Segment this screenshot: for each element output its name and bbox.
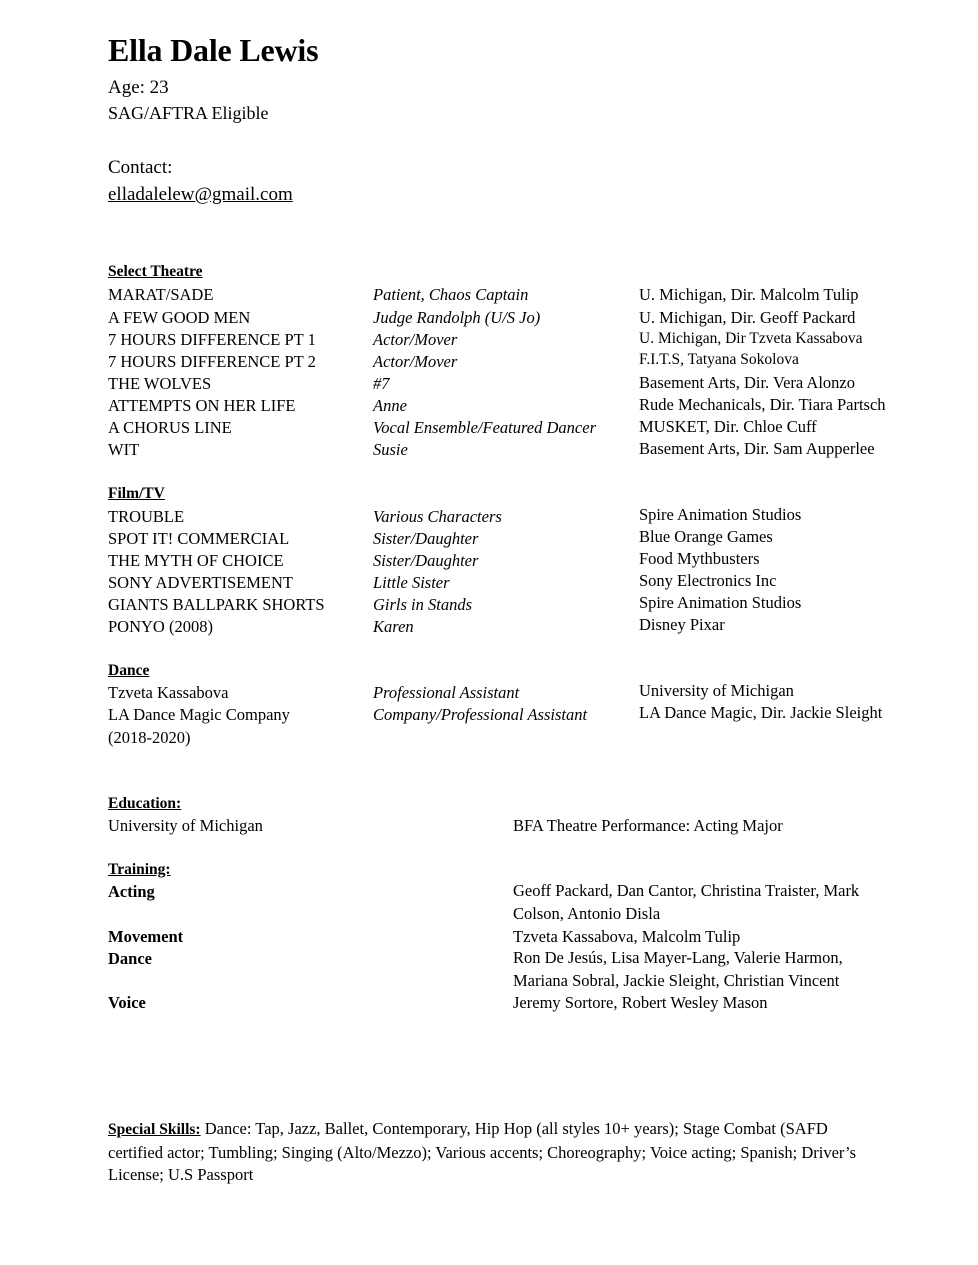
education-school: University of Michigan [108, 816, 263, 835]
credit-company: U. Michigan, Dir Tzveta Kassabova [639, 330, 863, 347]
education-heading: Education: [108, 795, 182, 812]
credit-role: Anne [373, 396, 407, 415]
credit-title: THE WOLVES [108, 374, 212, 393]
credit-title: SPOT IT! COMMERCIAL [108, 529, 290, 548]
credit-company: Basement Arts, Dir. Sam Aupperlee [639, 439, 875, 458]
credit-title: 7 HOURS DIFFERENCE PT 1 [108, 330, 316, 349]
education-degree: BFA Theatre Performance: Acting Major [513, 816, 783, 835]
credit-role: Little Sister [373, 573, 450, 592]
credit-title: PONYO (2008) [108, 617, 213, 636]
credit-title: THE MYTH OF CHOICE [108, 551, 284, 570]
credit-title: WIT [108, 440, 140, 459]
credit-role: Sister/Daughter [373, 551, 479, 570]
credit-company: Rude Mechanicals, Dir. Tiara Partsch [639, 395, 886, 414]
credit-company: U. Michigan, Dir. Malcolm Tulip [639, 285, 859, 304]
training-acting: Geoff Packard, Dan Cantor, Christina Traister, Mark Colson, Antonio Disla [513, 881, 860, 923]
credit-company: F.I.T.S, Tatyana Sokolova [639, 351, 799, 368]
credit-role: Susie [373, 440, 408, 459]
special-skills [108, 1118, 868, 1187]
training-movement-label: Movement [108, 927, 184, 946]
training-dance-label: Dance [108, 949, 152, 968]
resume-name: Ella Dale Lewis [108, 32, 319, 68]
credit-title: Tzveta Kassabova [108, 683, 229, 702]
credit-role: Judge Randolph (U/S Jo) [373, 308, 541, 327]
credit-company: LA Dance Magic, Dir. Jackie Sleight [639, 703, 883, 722]
credit-title: A FEW GOOD MEN [108, 308, 251, 327]
union-status: SAG/AFTRA Eligible [108, 103, 269, 123]
credit-company: Spire Animation Studios [639, 505, 802, 524]
dance-heading: Dance [108, 662, 150, 679]
credit-role: Professional Assistant [373, 683, 520, 702]
special-skills-label: Special Skills: [108, 1121, 201, 1138]
training-voice-label: Voice [108, 993, 146, 1012]
theatre-heading: Select Theatre [108, 263, 203, 280]
credit-role: Vocal Ensemble/Featured Dancer [373, 418, 596, 437]
credit-company: Spire Animation Studios [639, 593, 802, 612]
credit-company: Basement Arts, Dir. Vera Alonzo [639, 373, 855, 392]
credit-title: ATTEMPTS ON HER LIFE [108, 396, 296, 415]
credit-role: Karen [373, 617, 414, 636]
credit-role: Various Characters [373, 507, 502, 526]
film-heading: Film/TV [108, 485, 165, 502]
credit-company: Sony Electronics Inc [639, 571, 777, 590]
credit-company: Blue Orange Games [639, 527, 773, 546]
credit-role: Company/Professional Assistant [373, 705, 588, 724]
credit-company: MUSKET, Dir. Chloe Cuff [639, 417, 817, 436]
credit-company: University of Michigan [639, 681, 794, 700]
dance-years: (2018-2020) [108, 728, 191, 747]
credit-title: 7 HOURS DIFFERENCE PT 2 [108, 352, 316, 371]
contact-label: Contact: [108, 157, 173, 178]
credit-title: TROUBLE [108, 507, 185, 526]
credit-company: Disney Pixar [639, 615, 725, 634]
credit-role: #7 [373, 374, 390, 393]
special-skills-text: Dance: Tap, Jazz, Ballet, Contemporary, Hip Hop (all styles 10+ years); Stage Combat (SAFD certified actor; Tumbling; Singing (Alto/Mezzo); Various accents; Choreography; Voice acting; Spanish; Driver’s License; U.S Passport [108, 1119, 857, 1184]
age: Age: 23 [108, 77, 169, 98]
credit-role: Actor/Mover [373, 352, 458, 371]
credit-role: Girls in Stands [373, 595, 473, 614]
training-movement: Tzveta Kassabova, Malcolm Tulip [513, 927, 741, 946]
credit-company: U. Michigan, Dir. Geoff Packard [639, 308, 856, 327]
credit-title: GIANTS BALLPARK SHORTS [108, 595, 325, 614]
credit-title: SONY ADVERTISEMENT [108, 573, 293, 592]
credit-role: Actor/Mover [373, 330, 458, 349]
credit-title: A CHORUS LINE [108, 418, 232, 437]
training-heading: Training: [108, 861, 171, 878]
credit-role: Patient, Chaos Captain [373, 285, 529, 304]
training-acting-label: Acting [108, 882, 155, 901]
training-voice: Jeremy Sortore, Robert Wesley Mason [513, 993, 768, 1012]
credit-title: LA Dance Magic Company [108, 705, 290, 724]
credit-title: MARAT/SADE [108, 285, 214, 304]
credit-role: Sister/Daughter [373, 529, 479, 548]
email-link[interactable]: elladalelew@gmail.com [108, 184, 293, 205]
training-dance: Ron De Jesús, Lisa Mayer-Lang, Valerie Harmon, Mariana Sobral, Jackie Sleight, Christian Vincent [513, 948, 843, 990]
credit-company: Food Mythbusters [639, 549, 760, 568]
